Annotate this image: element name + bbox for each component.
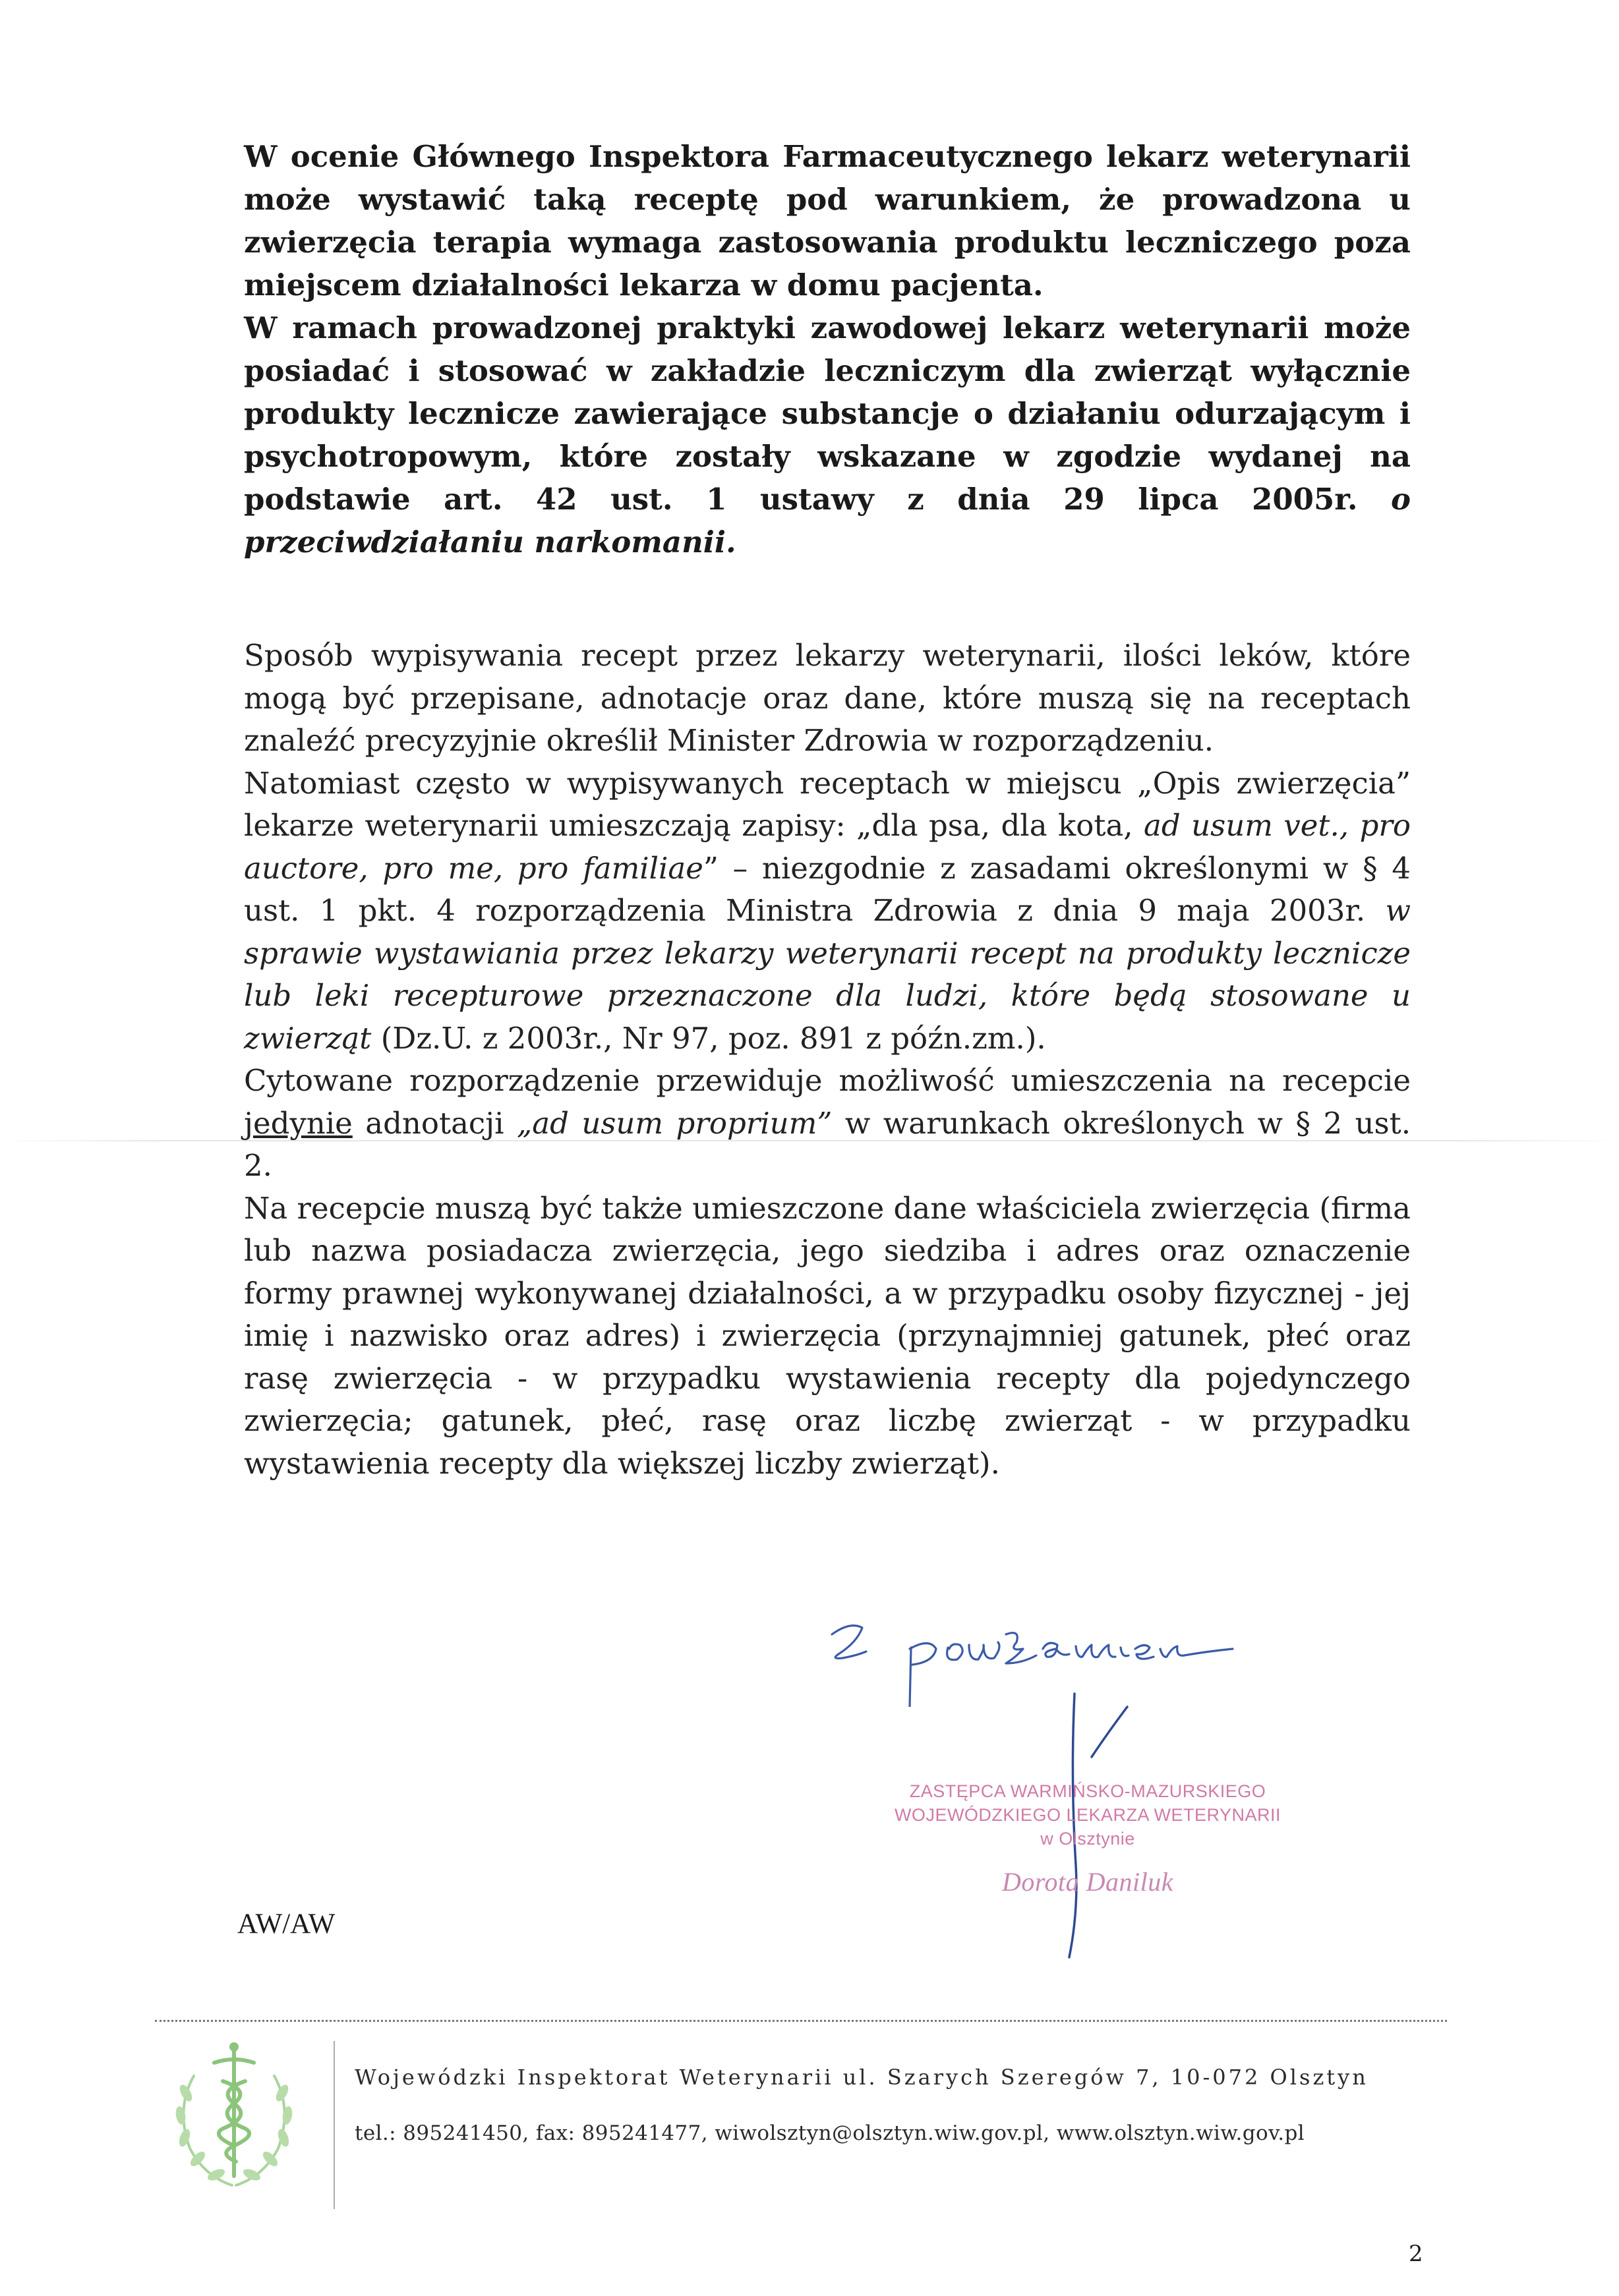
page-number: 2 [1409,2241,1423,2267]
paper-fold-line [0,1140,1619,1141]
footer-contact-block [355,2063,1442,2145]
act-title-italic: o przeciwdziałaniu narkomanii. [244,482,1411,560]
footer-vertical-divider [334,2041,335,2209]
permitted-annotation-text-a: Cytowane rozporządzenie przewiduje możliwość umieszczenia na recepcie [244,1063,1411,1098]
footer-dotted-separator [155,2020,1447,2022]
ad-usum-proprium-italic: „ad usum proprium” [516,1105,833,1141]
stamp-city-line: w Olsztynie [1040,1829,1135,1849]
permitted-annotation-text-d: w warunkach określonych w § 2 ust. 2. [244,1105,1411,1183]
footer-contact-line: tel.: 895241450, fax: 895241477, wiwolsztyn@olsztyn.wiw.gov.pl, www.olsztyn.wiw.gov.pl [355,2121,1305,2145]
bold-statement-section [244,135,1411,563]
prescription-method-paragraph: Sposób wypisywania recept przez lekarzy weterynarii, ilości leków, które mogą być przepisane, adnotacje oraz dane, które muszą się na receptach znaleźć precyzyjnie określił Minister Zdrowia w rozporządzeniu. [244,638,1411,758]
latin-annotations-italic: ad usum vet., pro auctore, pro me, pro familiae [244,808,1411,886]
practice-rules-paragraph [244,306,1411,563]
stamp-signatory-name: Dorota Daniluk [1002,1867,1173,1897]
stamp-title-line-2: WOJEWÓDZKIEGO LEKARZA WETERYNARII [894,1805,1281,1825]
permitted-annotation-text-b: adnotacji [352,1105,517,1141]
stamp-title-line-1: ZASTĘPCA WARMIŃSKO-MAZURSKIEGO [909,1781,1266,1801]
animal-description-text-c: ” – niezgodnie z zasadami określonymi w § 4 ust. 1 pkt. 4 rozporządzenia Ministra Zdrowia z dnia 9 maja 2003r. [244,850,1411,928]
animal-description-text-a: Natomiast często w wypisywanych receptach w miejscu „Opis zwierzęcia” lekarze weterynarii umieszczają zapisy: „dla psa, dla kota, [244,765,1411,843]
official-stamp [890,1779,1285,1897]
caduceus-wreath-logo-icon [152,2030,316,2195]
footer-address: Wojewódzki Inspektorat Weterynarii ul. Szarych Szeregów 7, 10-072 Olsztyn [355,2065,1369,2090]
owner-data-paragraph: Na recepcie muszą być także umieszczone dane właściciela zwierzęcia (firma lub nazwa posiadacza zwierzęcia, jego siedziba i adres oraz oznaczenie formy prawnej wykonywanej działalności, a w przypadku osoby fizycznej - jej imię i nazwisko oraz adres) i zwierzęcia (przynajmniej gatunek, płeć oraz rasę zwierzęcia - w przypadku wystawienia recepty dla pojedynczego zwierzęcia; gatunek, płeć, rasę oraz liczbę zwierząt - w przypadku wystawienia recepty dla większej liczby zwierząt). [244,1190,1411,1481]
underlined-word: jedynie [244,1105,353,1141]
journal-citation: (Dz.U. z 2003r., Nr 97, poz. 891 z późn.zm.). [371,1020,1046,1056]
body-text-section [244,635,1411,1485]
author-initials: AW/AW [237,1909,336,1939]
permitted-annotation-paragraph [244,1060,1411,1188]
inspector-opinion-paragraph: W ocenie Głównego Inspektora Farmaceutycznego lekarz weterynarii może wystawić taką receptę pod warunkiem, że prowadzona u zwierzęcia terapia wymaga zastosowania produktu leczniczego poza miejscem działalności lekarza w domu pacjenta. [244,139,1411,302]
animal-description-paragraph [244,762,1411,1060]
regulation-title-italic: w sprawie wystawiania przez lekarzy weterynarii recept na produkty lecznicze lub leki recepturowe przeznaczone dla ludzi, które będą stosowane u zwierząt [244,893,1411,1056]
practice-rules-text: W ramach prowadzonej praktyki zawodowej lekarz weterynarii może posiadać i stosować w zakładzie leczniczym dla zwierząt wyłącznie produkty lecznicze zawierające substancje o działaniu odurzającym i psychotropowym, które zostały wskazane w zgodzie wydanej na podstawie art. 42 ust. 1 ustawy z dnia 29 lipca 2005r. [244,310,1411,517]
